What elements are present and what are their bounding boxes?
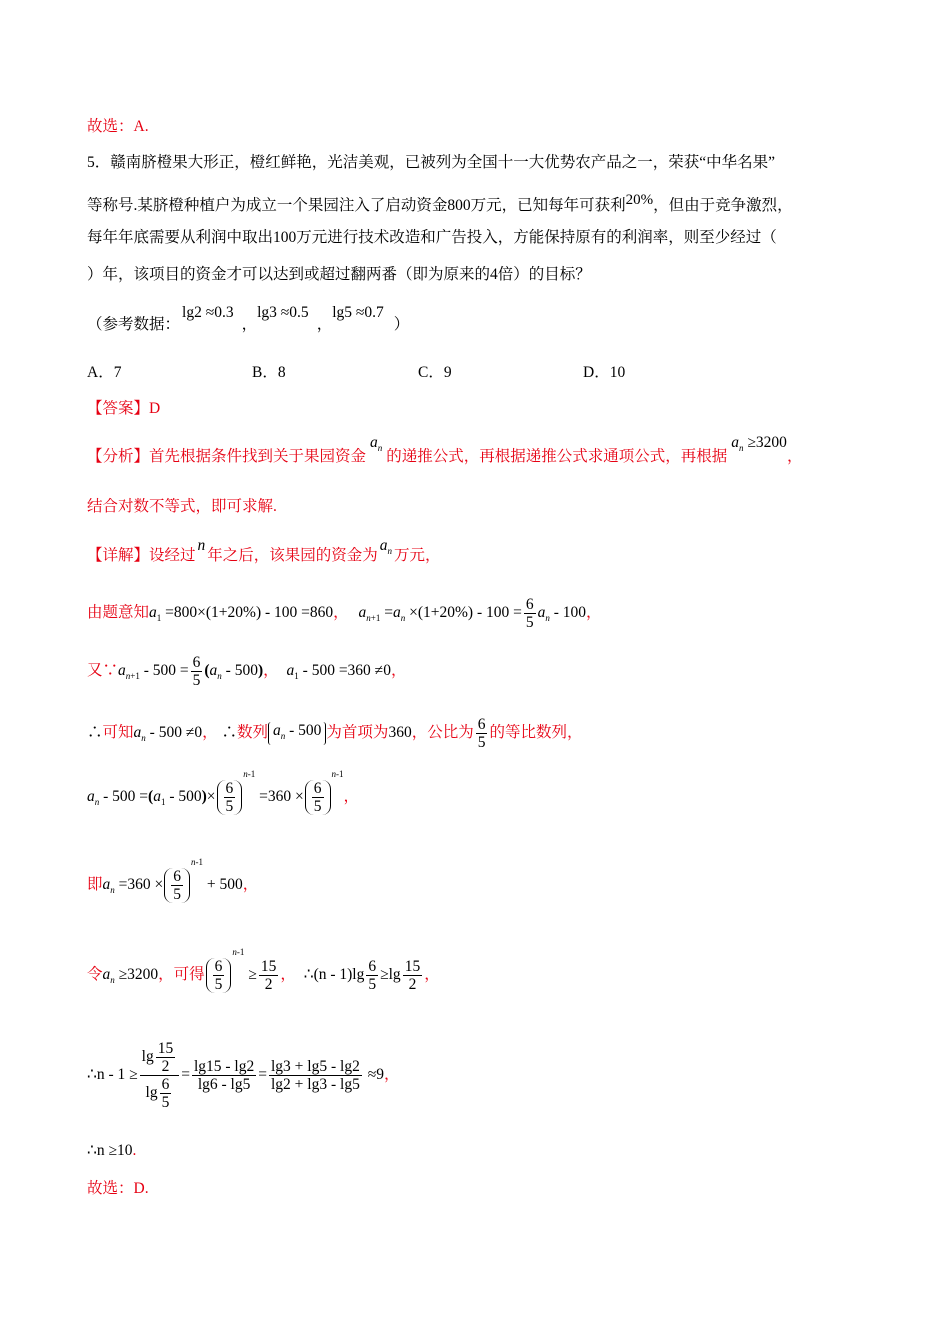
l7-f: ≈9: [367, 1066, 384, 1084]
l2-eq: - 500 =: [143, 662, 189, 680]
l5-eq: =360 ×: [118, 876, 164, 894]
detail-text-2: 年之后，该果园的资金为: [207, 547, 378, 564]
question-line-3: 每年年底需要从利润中取出100万元进行技术改造和广告投入，方能保持原有的利润率，则至少经过（: [87, 229, 777, 246]
detail-line-5: 即$a_n =360$ × $\frac{6}{5}$ $^{n-1}$ + 500，: [87, 856, 259, 903]
ref-lg3: lg3 ≈0.5: [257, 304, 309, 321]
l7-d: lg3 + lg5 - lg2: [271, 1058, 360, 1075]
question-line-2: [87, 189, 793, 217]
ref-lg5: lg5 ≈0.7: [332, 304, 384, 321]
question-line-4: ）年，该项目的资金才可以达到或超过翻两番（即为原来的4倍）的目标？: [87, 266, 591, 283]
choice-c[interactable]: C．9: [418, 364, 452, 381]
l6-e: ≥lg: [380, 966, 401, 984]
l8: ∴n ≥10: [87, 1142, 133, 1159]
analysis-line-2: 结合对数不等式，即可求解.: [87, 498, 277, 515]
question-text-2a: 等称号.某脐橙种植户为成立一个果园注入了启动资金: [87, 197, 448, 214]
analysis-text-3: ，: [786, 448, 803, 465]
l3-b: - 500 ≠0: [149, 724, 203, 742]
l3-c: 数列: [236, 724, 268, 742]
question-text-2e: ，但由于竞争激烈，: [653, 197, 793, 214]
ref-lg2: lg2 ≈0.3: [182, 304, 234, 321]
l3-g: 的等比数列，: [489, 724, 583, 742]
l6-a: ≥3200: [118, 966, 159, 984]
detail-line-7: ∴n - 1 ≥ lg $\frac{15}{2}$ lg $\frac{6}{5}$ = $\frac{\lg 15 - \lg 2}{\lg 6 - \lg 5}$ = $\frac{\lg 3 + \lg 5 - \lg 2}{\lg 2 + \lg 3 - \lg 5}$ ≈9，: [87, 1040, 400, 1111]
question-text-2b: 800: [447, 197, 471, 214]
l7-c: lg6 - lg5: [192, 1075, 256, 1093]
l3-a: 可知: [102, 724, 134, 742]
detail-line-2: 又$\because a_{n+1} - 500$ = $\frac{6}{5}$ $(a_n - 500)$， $a_1 - 500 =360 \ne 0$，: [87, 654, 407, 689]
detail-line-0: 【详解】设经过n年之后，该果园的资金为$a_n$ 万元，: [87, 537, 441, 564]
l1-eq1: =800×(1+20%) - 100 =860: [165, 604, 334, 622]
choice-d[interactable]: D．10: [583, 364, 626, 381]
analysis-line-1: 【分析】首先根据条件找到关于果园资金$a_n$ 的递推公式，再根据递推公式求通项公式，再根据$a_n \ge 3200$，: [87, 434, 803, 465]
l7-a: ∴n - 1 ≥: [87, 1066, 138, 1084]
detail-line-8: ∴n ≥10.: [87, 1142, 137, 1159]
question-rate: 20%: [625, 192, 654, 208]
l6-d: ∴(n - 1)lg: [303, 966, 365, 984]
l7-b: lg15 - lg2: [193, 1058, 255, 1075]
detail-line-3: ∴可知$a_n - 500 \ne 0$， ∴数列 $a_n - 500$ 为首项为360，公比为 $\frac{6}{5}$ 的等比数列，: [87, 716, 583, 751]
analysis-cond: ≥3200: [747, 434, 787, 451]
l4-eq2: =360 ×: [259, 788, 304, 806]
l2-eq2: - 500 =360 ≠0: [302, 662, 391, 680]
prev-conclusion: 故选：A.: [87, 118, 149, 135]
ref-open: （参考数据：: [87, 316, 181, 333]
choice-b[interactable]: B．8: [252, 364, 286, 381]
detail-conclusion: 故选：D.: [87, 1180, 149, 1197]
answer-label: 【答案】: [87, 400, 150, 417]
detail-label: 【详解】: [87, 547, 150, 564]
question-text-1: 赣南脐橙果大形正，橙红鲜艳，光洁美观，已被列为全国十一大优势农产品之一，荣获“中华名果”: [110, 154, 776, 171]
l5-eq2: + 500: [206, 876, 243, 894]
detail-line-4: $a_n - 500 =(a_1 - 500)\times$ $\frac{6}{5}$ $^{n-1}$ =360 × $\frac{6}{5}$ $^{n-1}$，: [87, 768, 360, 815]
analysis-text-1: 首先根据条件找到关于果园资金: [149, 448, 367, 465]
l1-pre: 由题意知: [87, 604, 150, 622]
l7-e: lg2 + lg3 - lg5: [271, 1076, 360, 1093]
l5-pre: 即: [87, 876, 103, 894]
l2-pre: 又∵: [87, 662, 119, 680]
answer-line: [87, 398, 160, 420]
l3-pre: ∴: [87, 724, 103, 742]
detail-line-1: 由题意知$a_1 =800\times(1+20\%) - 100 =860$， $a_{n+1} =a_n \times(1+20\%) - 100$ = $\frac{6}{5}$ $a_n - 100$，: [87, 596, 602, 631]
ref-close: ）: [393, 316, 410, 333]
question-line-1: [87, 152, 775, 174]
detail-text-3: 万元，: [394, 547, 441, 564]
detail-line-6: 令$a_n \ge 3200$，可得 $\frac{6}{5}$ $^{n-1}$ ≥ $\frac{15}{2}$ ， ∴(n - 1)lg $\frac{6}{5}$ ≥lg $\frac{15}{2}$ ，: [87, 946, 440, 993]
question-reference: [87, 304, 410, 336]
l6-b: ，可得: [158, 966, 205, 984]
l3-f: ，公比为: [411, 724, 474, 742]
question-number: 5．: [87, 154, 111, 171]
ref-sep: ，: [241, 316, 258, 333]
choice-a[interactable]: A．7: [87, 364, 122, 381]
l3-e: 360: [388, 724, 412, 742]
question-text-2c: 万元，已知每年可获利: [470, 197, 626, 214]
l6-pre: 令: [87, 966, 103, 984]
l4-eq: - 500 =: [103, 788, 149, 806]
l3-d: 为首项为: [326, 724, 389, 742]
ref-sep: ，: [316, 316, 333, 333]
l6-c: ≥: [248, 966, 257, 984]
l3-pre-2: ∴: [221, 724, 237, 742]
l1-eq2: =: [384, 604, 393, 622]
analysis-text-2: 的递推公式，再根据递推公式求通项公式，再根据: [386, 448, 728, 465]
analysis-label: 【分析】: [87, 448, 150, 465]
answer-value: D: [149, 400, 161, 417]
l1-comma: ，: [333, 604, 349, 622]
detail-text-1: 设经过: [149, 547, 196, 564]
l1-eq2b: ×(1+20%) - 100 =: [409, 604, 522, 622]
l1-eq2c: - 100: [553, 604, 587, 622]
